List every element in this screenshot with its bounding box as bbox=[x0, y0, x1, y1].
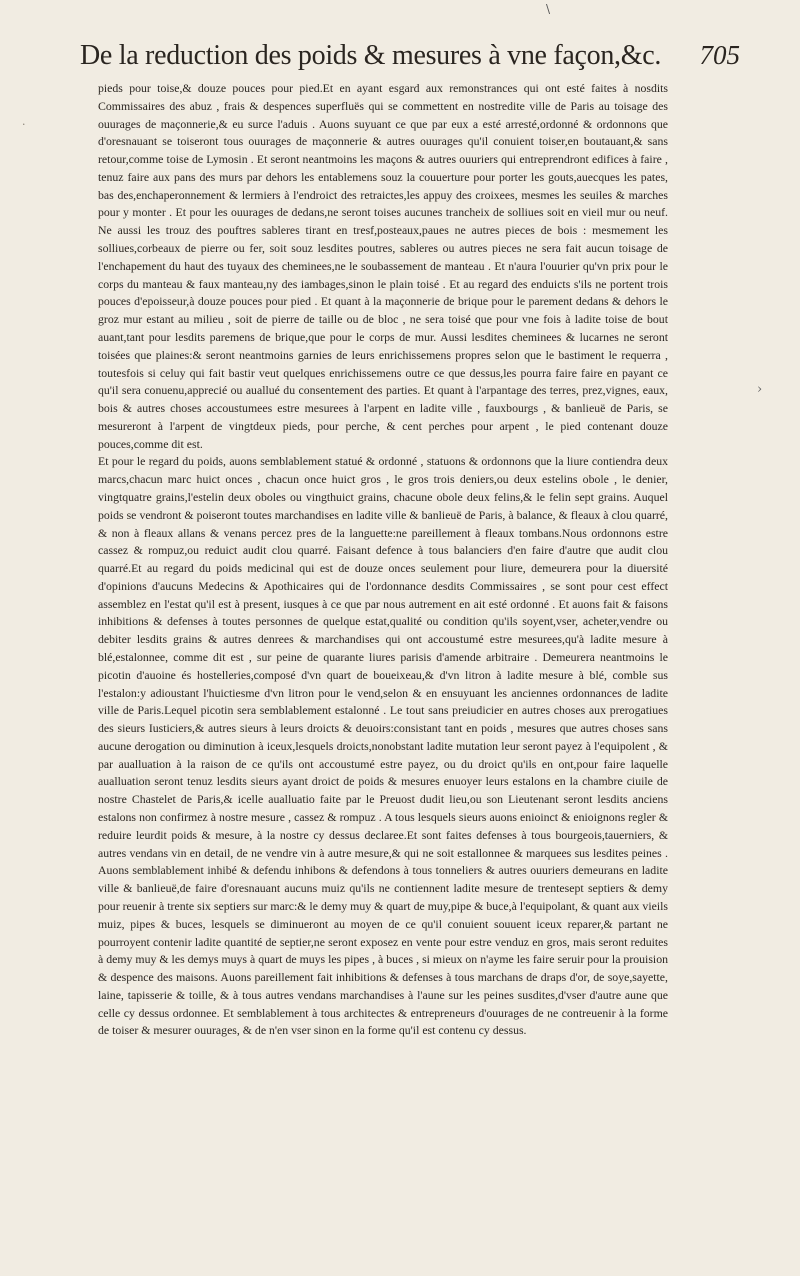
running-header bbox=[80, 40, 740, 76]
margin-mark-top: \ bbox=[546, 2, 551, 16]
page-header-title: De la reduction des poids & mesures à vne façon,&c. bbox=[80, 40, 662, 71]
paragraph-toisage: pieds pour toise,& douze pouces pour pied.Et en ayant esgard aux remonstrances qui ont esté faites à nosdits Commissaires des abuz , frais & despences superfluës qui se commettent en nostredite ville de Paris au toisage des ouurages de maçonnerie,& eu surce l'aduis . Auons suyuant ce que par eux a esté arresté,ordonné & ordonnons que d'oresnauant se toiseront tous ouurages de maçonnerie & autres ouurages qu'il conuient toiser,en boutauant,& sans retour,comme toise de Lymosin . Et seront neantmoins les maçons & autres ouuriers qui entreprendront edifices à faire , tenuz faire aux pans des murs par dehors les entablemens souz la couuerture pour porter les gouts,auecques les pates, bas des,enchaperonnement & lermiers à l'endroict des retraictes,les appuy des croixees, mesmes les seuiles & marches pour y monter . Et pour les ouurages de dedans,ne seront toises aucunes trancheix de solliues soit en vieil mur ou neuf. Ne aussi les trouz des pouftres sableres tirant en tresf,posteaux,paues ne autres pieces de bois : mesmement les solliues,corbeaux de pierre ou fer, soit souz lesdites poutres, sableres ou autres pieces ne sera fait aucun toisage de l'enchapement du haut des tuyaux des cheminees,ne le soubassement de manteau . Et n'aura l'ouurier qu'vn prix pour le corps du manteau & faux manteau,ny des iambages,sinon le plain toisé . Et au regard des enduicts s'ils ne portent trois pouces d'epoisseur,à douze pouces pour pied . Et quant à la maçonnerie de brique pour le parement dedans & dehors le groz mur estant au milieu , soit de pierre de taille ou de bloc , ne sera toisé que pour vne fois à ladite toise de bout auant,tant pour lesdits paremens de brique,que pour le corps de mur. Aussi lesdites cheminees & lucarnes ne seront toisées que plaines:& seront neantmoins garnies de leurs enrichissemens propres selon que le bastiment le requerra , toutesfois si celuy qui fait bastir veut quelques enrichissemens outre ce que dessus,les pourra faire faire en payant ce qu'il sera conuenu,apprecié ou auallué du consentement des parties. Et quant à l'arpantage des terres, prez,vignes, eaux, bois & autres choses accoustumees estre mesurees à l'arpent en ladite ville , fauxbourgs , & banlieuë de Paris, se mesureront à l'arpent de vingtdeux pieds, pour perche, & cent perches pour arpent , le pied contenant douze pouces,comme dit est. bbox=[98, 81, 668, 451]
margin-mark-right: › bbox=[757, 382, 763, 397]
paragraph-poids: Et pour le regard du poids, auons semblablement statué & ordonné , statuons & ordonnons que la liure contiendra deux marcs,chacun marc huict onces , chacun once huict gros , le gros trois deniers,ou deux estelins obole , le denier, vingtquatre grains,l'estelin deux oboles ou vingthuict grains, chacune obole deux felins,& le felin sept grains. Auquel poids se vendront & poiseront toutes marchandises en ladite ville & banlieuë de Paris, à balance, & fleaux à clou quarré, & non à fleaux allans & venans percez pres de la languette:ne pareillement à fleaux tombans.Nous ordonnons estre cassez & rompuz,ou reduict audit clou quarré. Faisant defence à tous balanciers d'en faire d'autre que audit clou quarré.Et au regard du poids medicinal qui est de douze onces seulement pour liure, demeurera pour la diuersité d'opinions d'aucuns Medecins & Apothicaires qui de l'ordonnance desdits Commissaires , se sont pour cest effect assemblez en l'estat qu'il est à present, iusques à ce que par nous autrement en ait esté ordonné . Et auons fait & faisons inhibitions & defenses à toutes personnes de quelque estat,qualité ou condition qu'ils soyent,vser, acheter,vendre ou debiter lesdits grains & autres denrees & marchandises qui ont accoustumé estre mesurees,qu'à ladite mesure à blé,estalonnee, comme dit est , sur peine de quarante liures parisis d'amende arbitraire . Demeurera neantmoins le picotin d'auoine és hostelleries,composé d'vn quart de boueixeau,& d'vn litron à ladite mesure à blé, comble sus l'estalon:y adioustant l'huictiesme d'vn litron pour le vend,selon & en ensuyuant les anciennes ordonnances de ladite ville de Paris.Lequel picotin sera semblablement estalonné . Le tout sans preiudicier en autres choses aux prerogatiues des sieurs Iusticiers,& autres sieurs à leurs droicts & deuoirs:consistant tant en poids , mesures que autres choses sans aucune derogation ou diminution à iceux,lesquels droicts,nonobstant ladite mutation leur seront payez à l'equipolent , & par aualluation à la raison de ce qu'ils ont accoustumé estre payez, ou du droict qu'ils en ont,pour faire laquelle aualluation seront tenuz lesdits sieurs ayant droict de poids & mesures enuoyer leurs estalons en la chambre ciuile de nostre Chastelet de Paris,& icelle aualluatio faite par le Preuost dudit lieu,ou son Lieutenant seront lesdits anciens estalons non confirmez à nostre mesure , cassez & rompuz . A tous lesquels sieurs auons enioinct & enioignons regler & reduire leurdit poids & mesure, à la nostre cy dessus declaree.Et sont faites defenses à tous bourgeois,tauerniers, & autres vendans vin en detail, de ne vendre vin à autre mesure,& qui ne soit estallonnee & marquees sus lesdites peines . Auons semblablement inhibé & defendu inhibons & defendons à tous tonneliers & autres ouuriers demeurans en ladite ville & banlieuë,de faire d'oresnauant aucuns muiz qu'ils ne contiennent ladite mesure de trentesept septiers & demy pour reuenir à trente six septiers sur marc:& le demy muy & quart de muy,pipe & buce,à l'equipolant, & quant aux vieils muiz, pipes & buces, lesquels se diminueront au moyen de ce qu'il conuient souuent iceux reparer,& partant ne pourroyent contenir ladite quantité de septier,ne seront exposez en vente pour estre venduz en gros, mais seront reduites à demy muy & les demys muys à quart de muys les pipes , à buces , si mieux on n'ayme les faire seruir pour la prouision & despence des maisons. Auons pareillement fait inhibitions & defenses à tous marchans de draps d'or, de soye,sayette, laine, tapisserie & toille, & à tous autres vendans marchandises à l'aune sur les peines susdites,d'vser d'autre aune que celle cy dessus ordonnee. Et semblablement à tous architectes & entrepreneurs d'ouurages de ne contreuenir à la forme de toiser & mesurer ouurages, & de n'en vser sinon en la forme qu'il est contenu cy dessus. bbox=[98, 454, 668, 1038]
margin-mark-left: · bbox=[22, 118, 26, 131]
body-text bbox=[98, 80, 668, 1040]
page-number: 705 bbox=[699, 40, 740, 70]
